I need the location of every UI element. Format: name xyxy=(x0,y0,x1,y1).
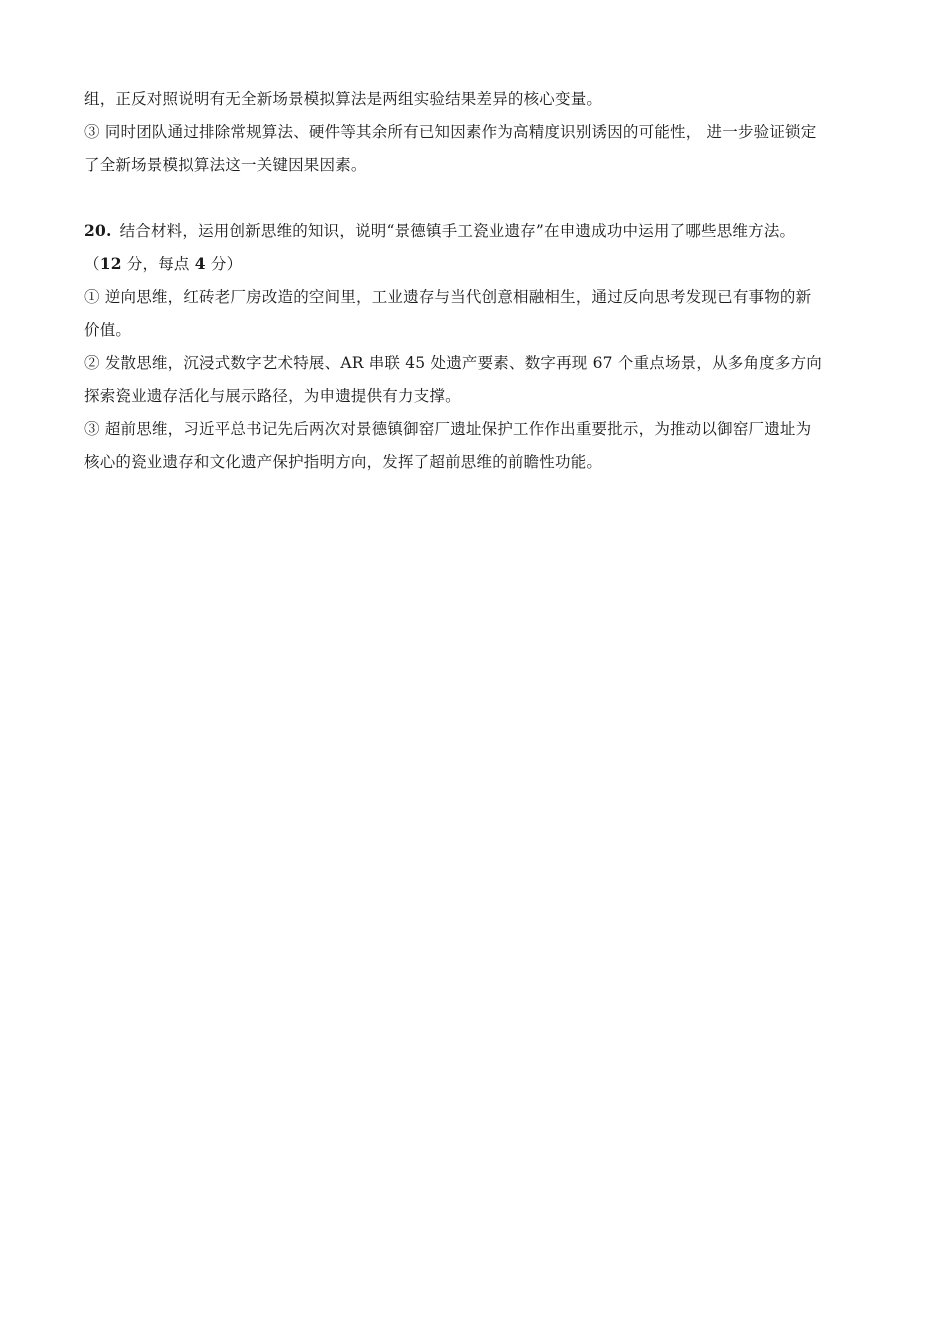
question-number: 20. xyxy=(84,221,112,240)
answer-20-point-3-line-1: ③ 超前思维，习近平总书记先后两次对景德镇御窑厂遗址保护工作作出重要批示，为推动以御窑厂遗址为 xyxy=(84,420,812,438)
document-page xyxy=(84,88,864,473)
spacer xyxy=(84,275,864,286)
answer-20-point-1-line-1: ① 逆向思维，红砖老厂房改造的空间里，工业遗存与当代创意相融相生，通过反向思考发现已有事物的新 xyxy=(84,288,812,306)
question-20-stem xyxy=(84,220,864,242)
answer-19-point-3-line-2: 了全新场景模拟算法这一关键因果因素。 xyxy=(84,156,367,174)
answer-19-point-3-line-1: ③ 同时团队通过排除常规算法、硬件等其余所有已知因素作为高精度识别诱因的可能性， 进一步验证锁定 xyxy=(84,123,817,141)
question-20-score xyxy=(84,253,864,275)
spacer xyxy=(84,341,864,352)
spacer xyxy=(84,374,864,385)
answer-20-point-1-line-2: 价值。 xyxy=(84,321,132,339)
answer-19-continuation: 组，正反对照说明有无全新场景模拟算法是两组实验结果差异的核心变量。 xyxy=(84,90,603,108)
score-close-text: 分） xyxy=(205,255,243,273)
question-text: 结合材料，运用创新思维的知识，说明“景德镇手工瓷业遗存”在申遗成功中运用了哪些思维方法。 xyxy=(119,222,796,240)
spacer xyxy=(84,242,864,253)
score-each: 4 xyxy=(194,254,206,273)
answer-20-point-2-line-1: ② 发散思维，沉浸式数字艺术特展、AR 串联 45 处遗产要素、数字再现 67 个重点场景，从多角度多方向 xyxy=(84,354,822,372)
score-mid-text: 分，每点 xyxy=(121,255,195,273)
spacer xyxy=(84,440,864,451)
spacer xyxy=(84,143,864,154)
spacer xyxy=(84,110,864,121)
answer-20-point-2-line-2: 探索瓷业遗存活化与展示路径，为申遗提供有力支撑。 xyxy=(84,387,461,405)
score-open-paren: （ xyxy=(84,255,100,273)
spacer xyxy=(84,308,864,319)
spacer xyxy=(84,407,864,418)
score-total: 12 xyxy=(99,254,122,273)
answer-20-point-3-line-2: 核心的瓷业遗存和文化遗产保护指明方向，发挥了超前思维的前瞻性功能。 xyxy=(84,453,603,471)
section-spacer xyxy=(84,176,864,220)
